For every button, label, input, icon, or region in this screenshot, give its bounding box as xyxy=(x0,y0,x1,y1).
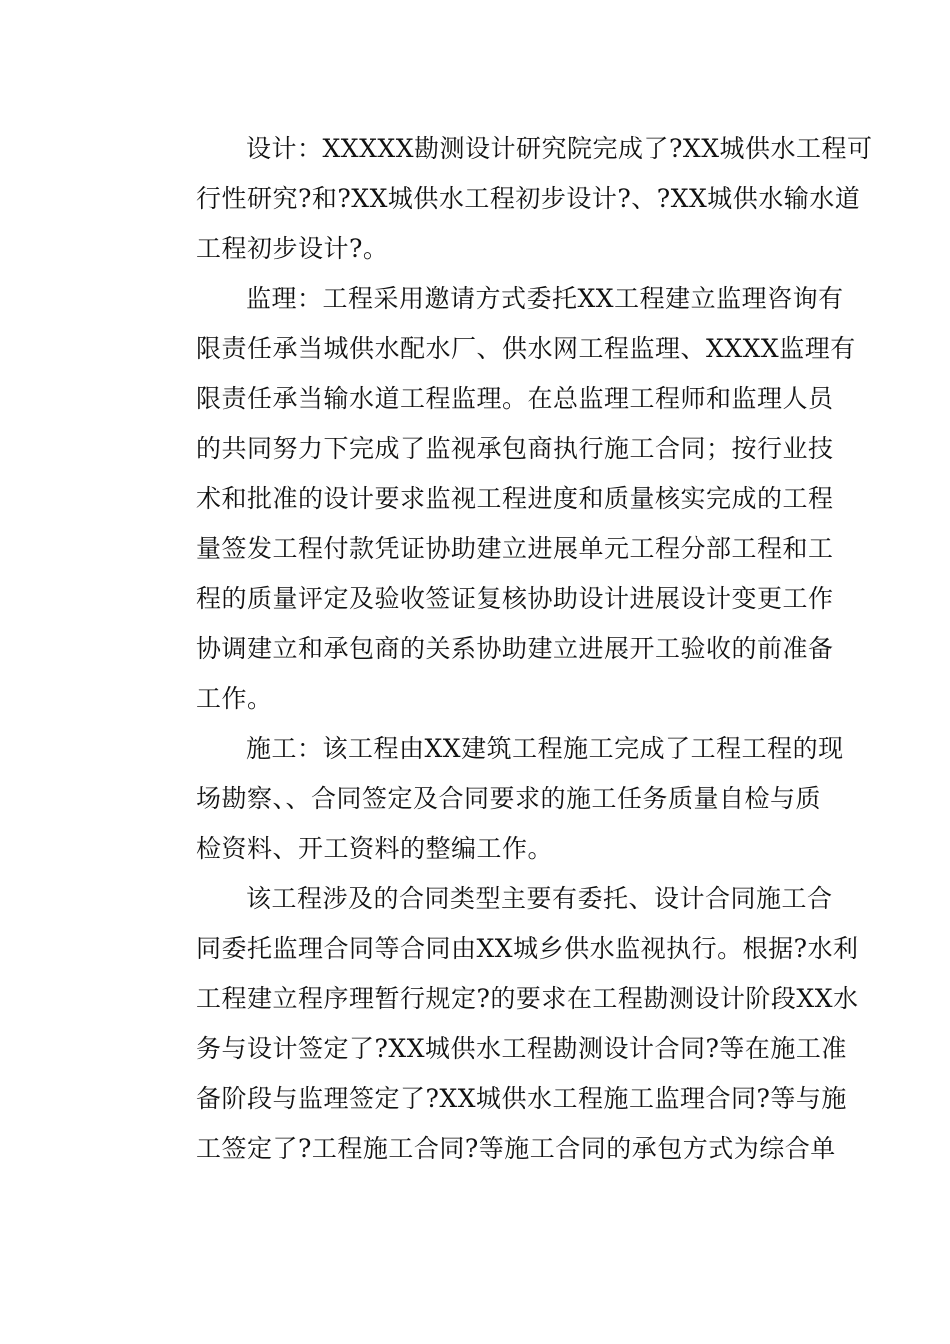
text-line: 施工：该工程由XX建筑工程施工完成了工程工程的现 xyxy=(246,734,844,763)
text-line: 工程建立程序理暂行规定?的要求在工程勘测设计阶段XX水 xyxy=(196,984,859,1013)
text-line: 同委托监理合同等合同由XX城乡供水监视执行。根据?水利 xyxy=(196,934,859,963)
text-line: 备阶段与监理签定了?XX城供水工程施工监理合同?等与施 xyxy=(196,1084,847,1113)
text-line: 工作。 xyxy=(196,684,273,713)
text-line: 务与设计签定了?XX城供水工程勘测设计合同?等在施工准 xyxy=(196,1034,847,1063)
document-body xyxy=(146,124,873,1174)
text-line: 限责任承当输水道工程监理。在总监理工程师和监理人员 xyxy=(196,384,834,413)
text-line: 检资料、开工资料的整编工作。 xyxy=(196,834,554,863)
text-line: 监理：工程采用邀请方式委托XX工程建立监理咨询有 xyxy=(246,284,844,313)
paragraph-construction xyxy=(146,724,844,874)
text-line: 该工程涉及的合同类型主要有委托、设计合同施工合 xyxy=(246,884,833,913)
text-line: 协调建立和承包商的关系协助建立进展开工验收的前准备 xyxy=(196,634,834,663)
text-line: 限责任承当城供水配水厂、供水网工程监理、XXXX监理有 xyxy=(196,334,856,363)
paragraph-contracts xyxy=(146,874,859,1174)
text-line: 场勘察、、合同签定及合同要求的施工任务质量自检与质 xyxy=(196,784,822,813)
text-line: 的共同努力下完成了监视承包商执行施工合同；按行业技 xyxy=(196,434,834,463)
text-line: 行性研究?和?XX城供水工程初步设计?、?XX城供水输水道 xyxy=(196,184,861,213)
text-line: 术和批准的设计要求监视工程进度和质量核实完成的工程 xyxy=(196,484,834,513)
text-line: 工签定了?工程施工合同?等施工合同的承包方式为综合单 xyxy=(196,1134,836,1163)
paragraph-design xyxy=(146,124,873,274)
text-line: 量签发工程付款凭证协助建立进展单元工程分部工程和工 xyxy=(196,534,834,563)
text-line: 工程初步设计?。 xyxy=(196,234,389,263)
text-line: 设计：XXXXX勘测设计研究院完成了?XX城供水工程可 xyxy=(246,134,873,163)
text-line: 程的质量评定及验收签证复核协助设计进展设计变更工作 xyxy=(196,584,834,613)
paragraph-supervision xyxy=(146,274,856,724)
